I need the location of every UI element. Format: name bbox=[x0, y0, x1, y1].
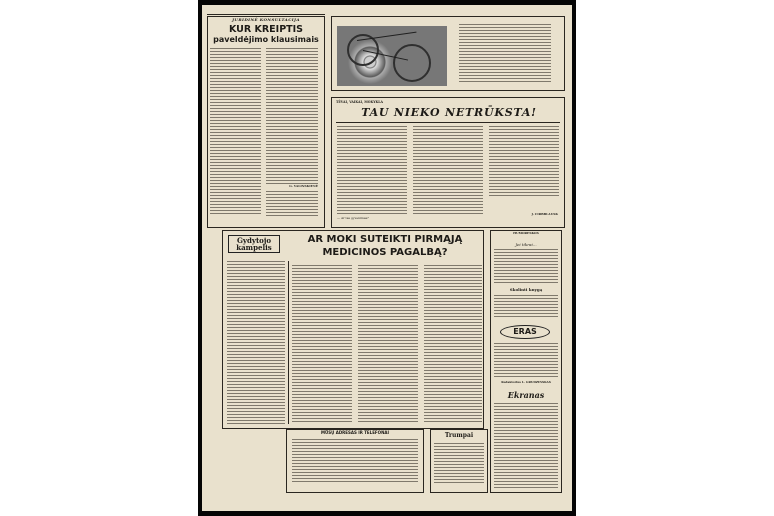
sidebar-item-2: Skolinti knygą bbox=[509, 287, 543, 292]
parents-signature: J. CIRBBLAUSK bbox=[531, 212, 558, 216]
medical-headline-1: AR MOKI SUTEIKTI PIRMĄJĄ bbox=[307, 234, 463, 245]
legal-signature: G. VALINSKIENĖ bbox=[289, 184, 318, 188]
sidebar-item-1: Jei tikrai... bbox=[515, 242, 537, 247]
address-title: MŪSŲ ADRESAS IR TELEFONAI bbox=[321, 430, 389, 435]
legal-headline-2: paveldėjimo klausimais bbox=[213, 35, 319, 44]
legal-headline-1: KUR KREIPTIS bbox=[228, 24, 304, 35]
parents-footer: — Ar tas gyvenimas? bbox=[337, 216, 369, 220]
newspaper-page bbox=[202, 5, 572, 511]
ekranas-logo: Ekranas bbox=[507, 390, 545, 400]
sidebar-subtitle: Redaktorius L. GRUDZINSKAS bbox=[501, 380, 551, 384]
trumpai-title: Trumpai bbox=[444, 432, 474, 439]
sidebar-header: HUMORESKOS bbox=[513, 231, 539, 235]
eras-logo: ERAS bbox=[500, 325, 550, 339]
medical-kicker: Gydytojo kampelis bbox=[228, 235, 280, 253]
bicycle-photo bbox=[337, 26, 447, 86]
parents-kicker: TĖVAI, VAIKAI, MOKYKLA bbox=[336, 100, 383, 104]
legal-kicker: JURIDINĖ KONSULTACIJA bbox=[232, 17, 300, 22]
parents-headline: TAU NIEKO NETRŪKSTA! bbox=[361, 106, 537, 119]
medical-headline-2: MEDICINOS PAGALBĄ? bbox=[322, 247, 448, 258]
